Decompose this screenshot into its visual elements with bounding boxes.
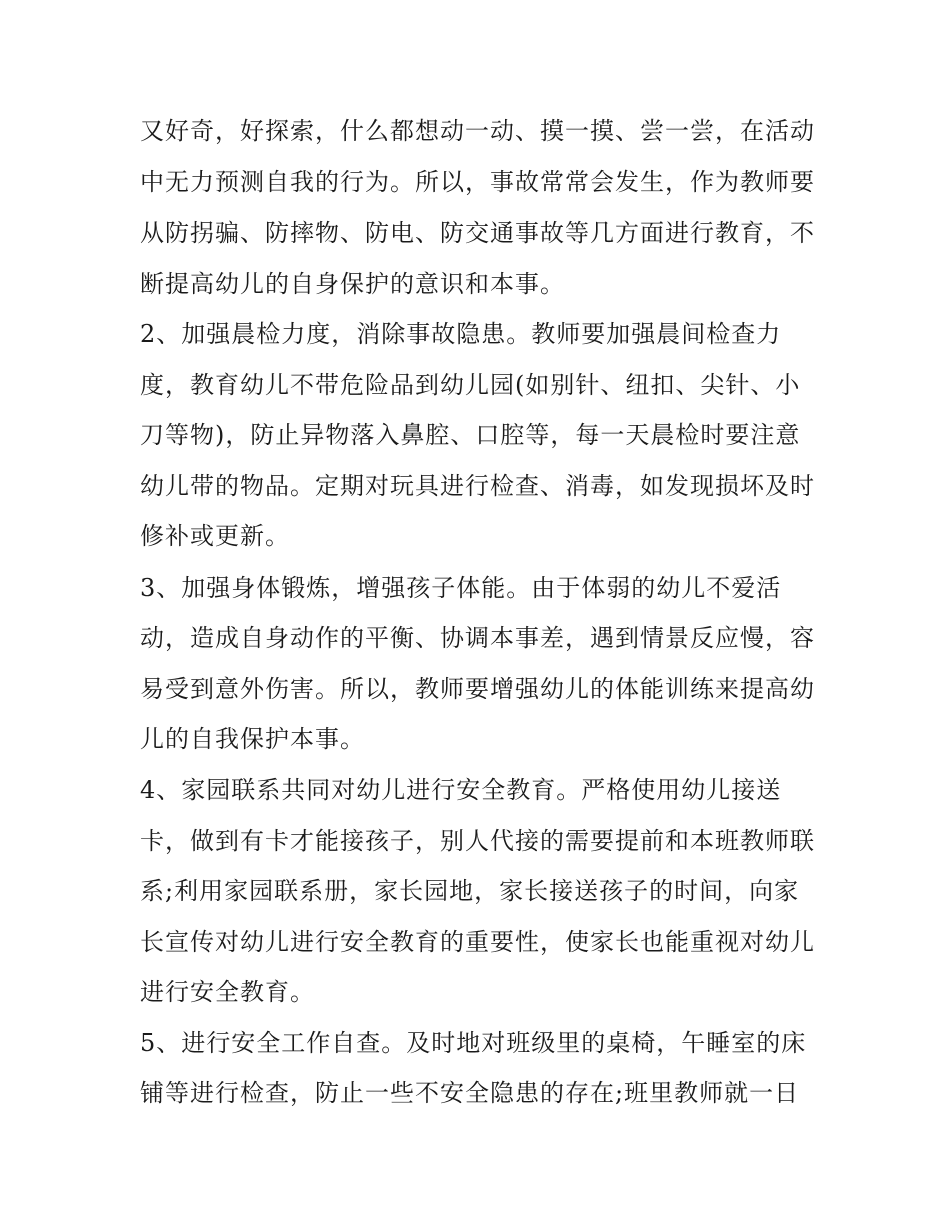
- text-line: 进行安全教育。: [140, 978, 315, 1006]
- text-line: 中无力预测自我的行为。所以，事故常常会发生，作为教师要: [140, 168, 815, 196]
- paragraph-4-heading: 4、家园联系共同对幼儿进行安全教育。严格使用幼儿接送: [140, 776, 782, 804]
- text-line: 幼儿带的物品。定期对玩具进行检查、消毒，如发现损坏及时: [140, 472, 815, 500]
- text-line: 断提高幼儿的自身保护的意识和本事。: [140, 270, 565, 298]
- text-line: 铺等进行检查，防止一些不安全隐患的存在;班里教师就一日: [140, 1079, 800, 1107]
- text-line: 动，造成自身动作的平衡、协调本事差，遇到情景反应慢，容: [140, 624, 815, 652]
- paragraph-3-heading: 3、加强身体锻炼，增强孩子体能。由于体弱的幼儿不爱活: [140, 574, 782, 602]
- text-line: 系;利用家园联系册，家长园地，家长接送孩子的时间，向家: [140, 877, 800, 905]
- text-line: 易受到意外伤害。所以，教师要增强幼儿的体能训练来提高幼: [140, 675, 815, 703]
- text-line: 又好奇，好探索，什么都想动一动、摸一摸、尝一尝，在活动: [140, 117, 815, 145]
- paragraph-2-heading: 2、加强晨检力度，消除事故隐患。教师要加强晨间检查力: [140, 320, 782, 348]
- text-line: 从防拐骗、防摔物、防电、防交通事故等几方面进行教育，不: [140, 219, 815, 247]
- text-line: 儿的自我保护本事。: [140, 725, 365, 753]
- paragraph-5-heading: 5、进行安全工作自查。及时地对班级里的桌椅，午睡室的床: [140, 1029, 807, 1057]
- text-line: 长宣传对幼儿进行安全教育的重要性，使家长也能重视对幼儿: [140, 928, 815, 956]
- text-line: 刀等物)，防止异物落入鼻腔、口腔等，每一天晨检时要注意: [140, 421, 801, 449]
- text-line: 修补或更新。: [140, 522, 290, 550]
- text-line: 卡，做到有卡才能接孩子，别人代接的需要提前和本班教师联: [140, 827, 815, 855]
- text-line: 度，教育幼儿不带危险品到幼儿园(如别针、纽扣、尖针、小: [140, 371, 801, 399]
